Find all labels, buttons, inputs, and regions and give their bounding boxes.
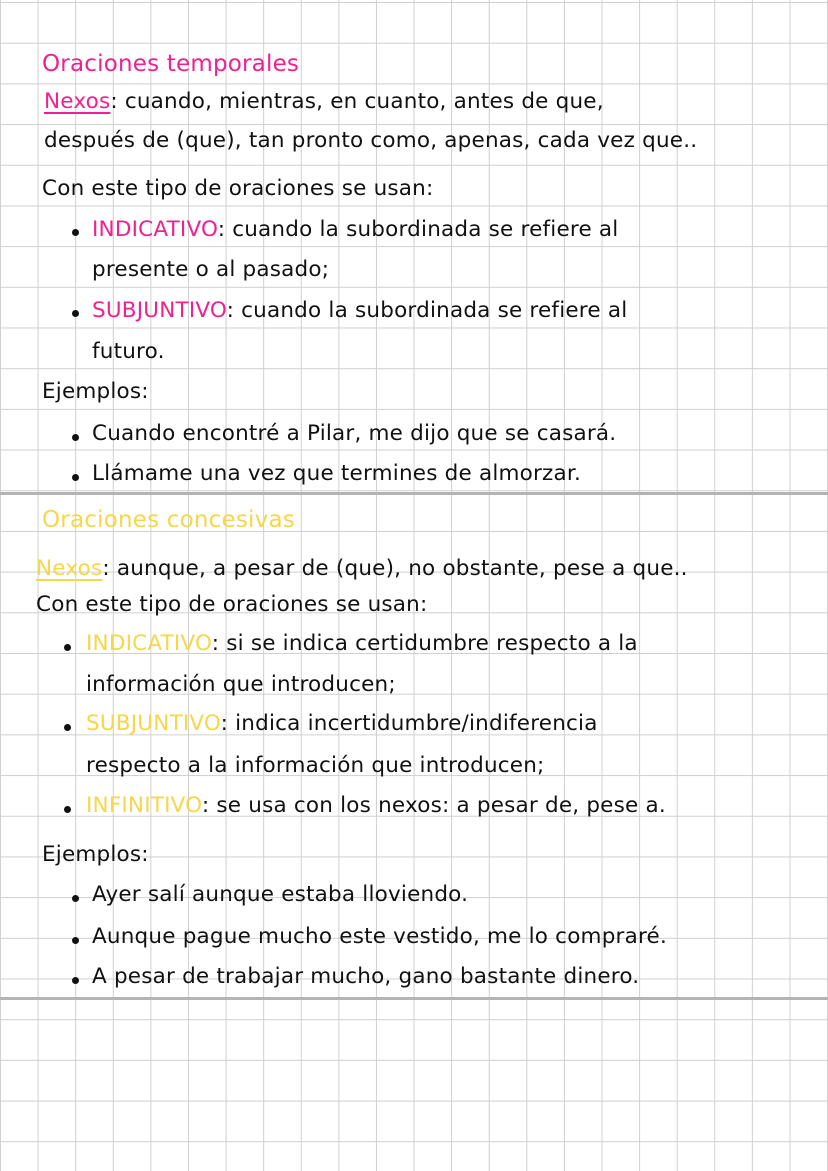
bullet-icon (64, 724, 71, 731)
concesivas-ejemplo: Aunque pague mucho este vestido, me lo compraré. (92, 924, 667, 949)
bullet-icon (64, 644, 71, 651)
concesivas-item-subjuntivo (86, 709, 598, 739)
concesivas-infinitivo-label: INFINITIVO (86, 793, 202, 818)
concesivas-usan-intro: Con este tipo de oraciones se usan: (36, 592, 428, 617)
temporales-ejemplo: Cuando encontré a Pilar, me dijo que se casará. (92, 421, 617, 446)
bullet-icon (72, 434, 79, 441)
temporales-nexos-line-1 (44, 87, 604, 117)
temporales-item-subjuntivo (92, 296, 627, 326)
temporales-indicativo-label: INDICATIVO (92, 217, 218, 242)
concesivas-indicativo-label: INDICATIVO (86, 631, 212, 656)
bullet-icon (72, 310, 79, 317)
concesivas-infinitivo-text: : se usa con los nexos: a pesar de, pese a. (201, 793, 666, 818)
temporales-indicativo-continuation: presente o al pasado; (92, 257, 330, 282)
concesivas-ejemplo: Ayer salí aunque estaba lloviendo. (92, 882, 469, 907)
section-divider (0, 997, 828, 1000)
temporales-subjuntivo-label: SUBJUNTIVO (92, 298, 227, 323)
temporales-nexos-label: Nexos (44, 89, 111, 114)
concesivas-nexos-text: : aunque, a pesar de (que), no obstante, pese a que.. (102, 556, 688, 581)
concesivas-nexos-label: Nexos (36, 556, 103, 581)
concesivas-nexos-line (36, 554, 688, 584)
temporales-ejemplos-label: Ejemplos: (42, 379, 149, 404)
bullet-icon (72, 937, 79, 944)
concesivas-indicativo-text: : si se indica certidumbre respecto a la (211, 631, 638, 656)
concesivas-item-infinitivo (86, 791, 666, 821)
concesivas-title: Oraciones concesivas (42, 507, 295, 533)
concesivas-subjuntivo-continuation: respecto a la información que introducen; (86, 753, 545, 778)
temporales-ejemplo: Llámame una vez que termines de almorzar. (92, 461, 581, 486)
temporales-subjuntivo-text: : cuando la subordinada se refiere al (226, 298, 628, 323)
concesivas-ejemplo: A pesar de trabajar mucho, gano bastante dinero. (92, 964, 640, 989)
concesivas-subjuntivo-text: : indica incertidumbre/indiferencia (220, 711, 598, 736)
bullet-icon (72, 474, 79, 481)
concesivas-item-indicativo (86, 629, 638, 659)
section-divider (0, 492, 828, 495)
temporales-indicativo-text: : cuando la subordinada se refiere al (217, 217, 619, 242)
bullet-icon (72, 977, 79, 984)
bullet-icon (72, 895, 79, 902)
temporales-nexos-line-2: después de (que), tan pronto como, apenas, cada vez que.. (44, 128, 698, 153)
bullet-icon (72, 229, 79, 236)
temporales-subjuntivo-continuation: futuro. (92, 339, 165, 364)
temporales-nexos-text-1: : cuando, mientras, en cuanto, antes de que, (110, 89, 604, 114)
concesivas-indicativo-continuation: información que introducen; (86, 672, 396, 697)
concesivas-subjuntivo-label: SUBJUNTIVO (86, 711, 221, 736)
concesivas-ejemplos-label: Ejemplos: (42, 842, 149, 867)
temporales-usan-intro: Con este tipo de oraciones se usan: (42, 176, 434, 201)
temporales-item-indicativo (92, 215, 618, 245)
temporales-title: Oraciones temporales (42, 51, 300, 77)
bullet-icon (64, 806, 71, 813)
